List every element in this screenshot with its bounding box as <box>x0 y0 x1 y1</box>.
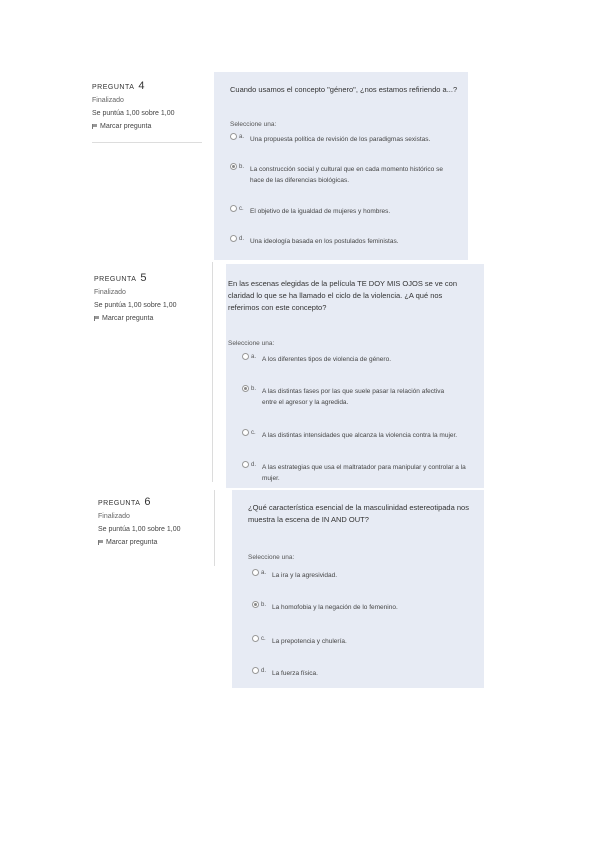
option-letter: c. <box>251 430 256 436</box>
question-text <box>248 502 480 526</box>
option-text: El objetivo de la igualdad de mujeres y hombres. <box>250 208 391 215</box>
radio-button[interactable] <box>252 635 259 642</box>
option-text: La fuerza física. <box>272 670 318 677</box>
option-text <box>262 386 444 408</box>
flag-question-link[interactable] <box>98 536 213 549</box>
flag-question-label: Marcar pregunta <box>102 315 154 322</box>
radio-button[interactable] <box>242 461 249 468</box>
flag-icon <box>94 316 100 321</box>
question-status: Finalizado <box>94 289 126 296</box>
option-letter: b. <box>261 602 267 608</box>
question-label: PREGUNTA <box>98 500 141 507</box>
question-text <box>230 84 460 96</box>
question-score: Se puntúa 1,00 sobre 1,00 <box>92 110 175 117</box>
radio-button[interactable] <box>252 667 259 674</box>
option-text: La prepotencia y chulería. <box>272 638 347 645</box>
question-text-line: ¿Qué característica esencial de la masculinidad estereotipada nos <box>248 503 469 512</box>
flag-icon <box>98 540 104 545</box>
select-one-label: Seleccione una: <box>230 121 277 128</box>
question-info-6 <box>98 496 213 556</box>
option-text <box>262 462 466 484</box>
flag-question-link[interactable] <box>92 120 207 133</box>
radio-button[interactable] <box>230 235 237 242</box>
option-text: La ira y la agresividad. <box>272 572 338 579</box>
answer-option-d[interactable] <box>230 234 462 248</box>
question-text-line: En las escenas elegidas de la película TE DOY MIS OJOS se ve con <box>228 279 458 288</box>
option-text: Una ideología basada en los postulados feministas. <box>250 238 399 245</box>
option-text: La homofobia y la negación de lo femenino. <box>272 604 398 611</box>
answer-option-b[interactable] <box>252 600 480 614</box>
answer-option-d[interactable] <box>252 666 480 680</box>
question-score: Se puntúa 1,00 sobre 1,00 <box>94 302 177 309</box>
radio-button[interactable] <box>242 429 249 436</box>
question-text-line: Cuando usamos el concepto "género", ¿nos estamos refiriendo a...? <box>230 85 458 94</box>
question-label: PREGUNTA <box>92 84 135 91</box>
option-text-line: A las estrategias que usa el maltratador para manipular y controlar a la <box>262 464 466 471</box>
option-text <box>250 164 443 186</box>
option-letter: a. <box>239 134 245 140</box>
answer-option-a[interactable] <box>252 568 480 582</box>
question-status: Finalizado <box>92 97 124 104</box>
answer-option-a[interactable] <box>242 352 482 366</box>
question-text-line: claridad lo que se ha llamado el ciclo de la violencia. ¿A qué nos <box>228 291 443 300</box>
answer-option-c[interactable] <box>242 428 482 442</box>
answer-option-b[interactable] <box>242 384 482 408</box>
radio-button[interactable] <box>252 569 259 576</box>
question-header <box>94 272 209 286</box>
radio-button[interactable] <box>242 353 249 360</box>
option-letter: d. <box>251 462 257 468</box>
question-text <box>228 278 480 314</box>
option-text-line: mujer. <box>262 475 280 482</box>
question-card-4 <box>214 72 468 260</box>
divider <box>212 262 213 482</box>
question-header <box>92 80 207 94</box>
flag-icon <box>92 124 98 129</box>
divider <box>214 490 215 566</box>
select-one-label: Seleccione una: <box>248 554 295 561</box>
question-header <box>98 496 213 510</box>
question-info-5 <box>94 272 209 332</box>
option-letter: a. <box>261 570 267 576</box>
option-text-line: La construcción social y cultural que en cada momento histórico se <box>250 166 443 173</box>
flag-question-link[interactable] <box>94 312 209 325</box>
question-text-line: referimos con este concepto? <box>228 303 327 312</box>
option-text: A las distintas intensidades que alcanza la violencia contra la mujer. <box>262 432 458 439</box>
radio-button-selected[interactable] <box>242 385 249 392</box>
option-text-line: A las distintas fases por las que suele pasar la relación afectiva <box>262 388 445 395</box>
question-card-6 <box>232 490 484 688</box>
question-number: 6 <box>144 496 151 508</box>
option-letter: d. <box>261 668 267 674</box>
option-letter: c. <box>261 636 266 642</box>
option-letter: b. <box>251 386 257 392</box>
answer-option-c[interactable] <box>252 634 480 648</box>
option-text-line: entre el agresor y la agredida. <box>262 399 349 406</box>
radio-button-selected[interactable] <box>230 163 237 170</box>
option-letter: b. <box>239 164 245 170</box>
answer-option-c[interactable] <box>230 204 462 218</box>
question-status: Finalizado <box>98 513 130 520</box>
option-text: Una propuesta política de revisión de los paradigmas sexistas. <box>250 136 431 143</box>
divider <box>92 142 202 143</box>
select-one-label: Seleccione una: <box>228 340 275 347</box>
answer-option-d[interactable] <box>242 460 482 484</box>
radio-button[interactable] <box>230 133 237 140</box>
radio-button[interactable] <box>230 205 237 212</box>
question-info-4 <box>92 80 207 145</box>
answer-option-b[interactable] <box>230 162 462 186</box>
question-number: 4 <box>138 80 145 92</box>
flag-question-label: Marcar pregunta <box>100 123 152 130</box>
flag-question-label: Marcar pregunta <box>106 539 158 546</box>
option-letter: c. <box>239 206 244 212</box>
radio-button-selected[interactable] <box>252 601 259 608</box>
question-text-line: muestra la escena de IN AND OUT? <box>248 515 369 524</box>
question-score: Se puntúa 1,00 sobre 1,00 <box>98 526 181 533</box>
option-text-line: hace de las diferencias biológicas. <box>250 177 350 184</box>
option-letter: a. <box>251 354 257 360</box>
option-letter: d. <box>239 236 245 242</box>
question-card-5 <box>226 264 484 488</box>
option-text: A los diferentes tipos de violencia de género. <box>262 356 392 363</box>
question-number: 5 <box>140 272 147 284</box>
question-label: PREGUNTA <box>94 276 137 283</box>
answer-option-a[interactable] <box>230 132 462 146</box>
